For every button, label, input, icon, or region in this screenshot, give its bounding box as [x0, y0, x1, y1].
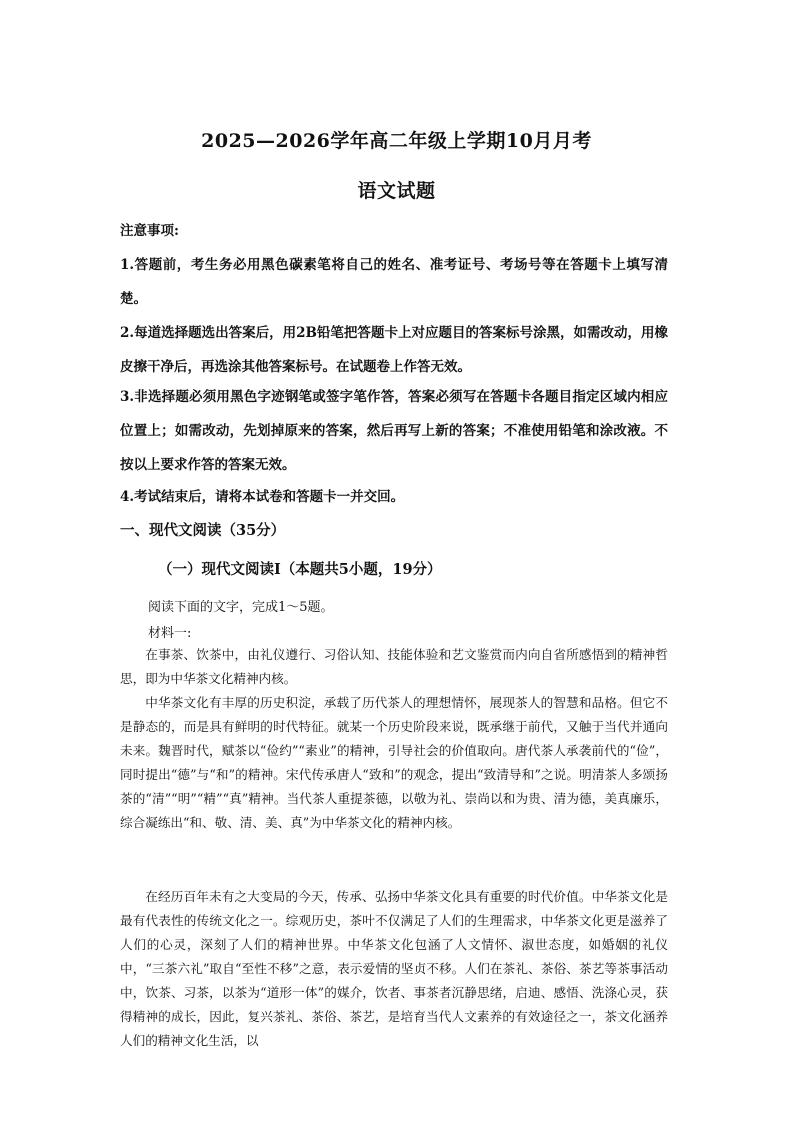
exam-subject: 语文试题: [357, 180, 436, 202]
section-title: 一、现代文阅读（35分）: [120, 522, 286, 539]
material-paragraph-1: 在事茶、饮茶中，由礼仪遵行、习俗认知、技能体验和艺文鉴赏而内向自省所感悟到的精神哲思，即为中华茶文化精神内核。: [120, 647, 668, 686]
reading-instruction: 阅读下面的文字，完成1～5题。: [148, 600, 334, 615]
material-paragraph-2: 中华茶文化有丰厚的历史积淀，承载了历代茶人的理想情怀，展现茶人的智慧和品格。但它不是静态的，而是具有鲜明的时代特征。就某一个历史阶段来说，既承继于前代，又触于当代并通向未来。魏晋时代，赋茶以“俭约”“素业”的精神，引导社会的价值取向。唐代茶人承袭前代的“俭”，同时提出“德”与“和”的精神。宋代传承唐人“致和”的观念，提出“致清导和”之说。明清茶人多颂扬茶的“清”“明”“精”“真”精神。当代茶人重提茶德，以敬为礼、崇尚以和为贵、清为德，美真廉乐，综合凝练出“和、敬、清、美、真”为中华茶文化的精神内核。: [120, 695, 668, 830]
note-item-2: 2.每道选择题选出答案后，用2B铅笔把答题卡上对应题目的答案标号涂黑，如需改动，用橡皮擦干净后，再选涂其他答案标号。在试题卷上作答无效。: [120, 325, 668, 375]
note-item-4: 4.考试结束后，请将本试卷和答题卡一并交回。: [120, 489, 405, 505]
notes-heading: 注意事项:: [120, 223, 179, 239]
subsection-title: （一）现代文阅读Ⅰ（本题共5小题，19分）: [158, 561, 442, 578]
note-item-1: 1.答题前，考生务必用黑色碳素笔将自己的姓名、准考证号、考场号等在答题卡上填写清楚。: [120, 257, 668, 307]
material-paragraph-3: 在经历百年未有之大变局的今天，传承、弘扬中华茶文化具有重要的时代价值。中华茶文化是最有代表性的传统文化之一。综观历史，茶叶不仅满足了人们的生理需求，中华茶文化更是滋养了人们的心灵，深刻了人们的精神世界。中华茶文化包涵了人文情怀、淑世态度，如婚姻的礼仪中，“三茶六礼”取自“至性不移”之意，表示爱情的坚贞不移。人们在茶礼、茶俗、茶艺等茶事活动中，饮茶、习茶，以茶为“道形一体”的媒介，饮者、事茶者沉静思绪，启迪、感悟、洗涤心灵，获得精神的成长，因此，复兴茶礼、茶俗、茶艺，是培育当代人文素养的有效途径之一，茶文化涵养人们的精神文化生活，以: [120, 889, 668, 1048]
exam-title: 2025—2026学年高二年级上学期10月月考: [201, 130, 592, 152]
note-item-3: 3.非选择题必须用黑色字迹钢笔或签字笔作答，答案必须写在答题卡各题目指定区域内相应位置上；如需改动，先划掉原来的答案，然后再写上新的答案；不准使用铅笔和涂改液。不按以上要求作答的答案无效。: [120, 389, 668, 473]
material-label: 材料一:: [148, 626, 192, 641]
